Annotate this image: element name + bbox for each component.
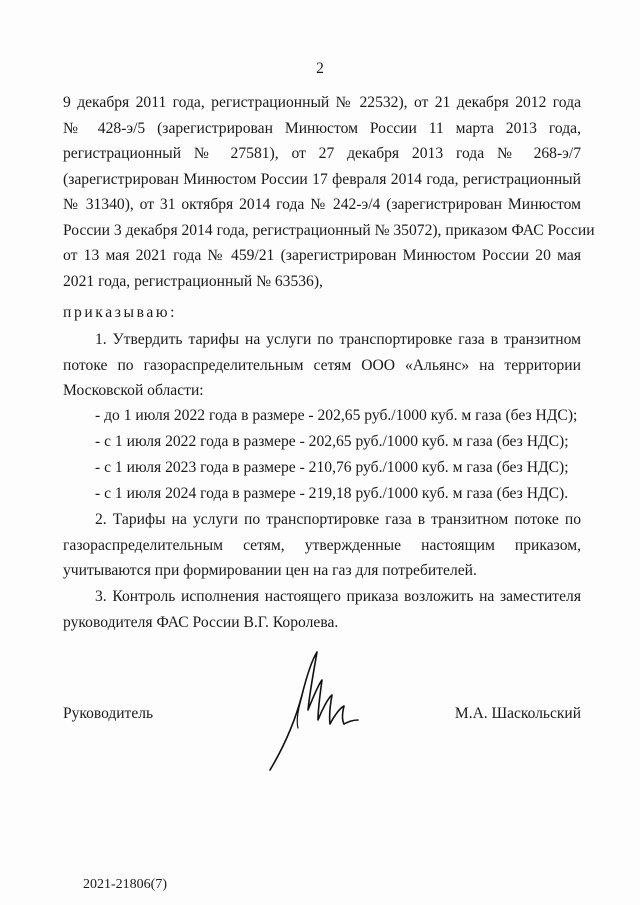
signatory-name: М.А. Шаскольский (454, 705, 581, 722)
text-line: 2021 года, регистрационный № 63536), (63, 272, 323, 290)
text-line: учитываются при формировании цен на газ для потребителей. (63, 562, 477, 579)
clause-2 (63, 507, 581, 584)
text-line: 3. Контроль исполнения настоящего приказа возложить на заместителя (95, 588, 581, 605)
intro-paragraph (63, 90, 595, 294)
text-line: Московской области: (63, 382, 204, 399)
text-line: руководителя ФАС России В.Г. Королева. (63, 613, 339, 631)
text-line: 1. Утвердить тарифы на услуги по транспортировке газа в транзитном (95, 331, 581, 348)
text-line: (зарегистрирован Минюстом России 17 февраля 2014 года, регистрационный (63, 170, 581, 188)
text-line: 2. Тарифы на услуги по транспортировке газа в транзитном потоке по (95, 511, 581, 528)
text-line: регистрационный № 27581), от 27 декабря 2013 года № 268-э/7 (63, 145, 581, 162)
text-line: 9 декабря 2011 года, регистрационный № 22532), от 21 декабря 2012 года (63, 94, 581, 111)
list-item: - с 1 июля 2022 года в размере - 202,65 руб./1000 куб. м газа (без НДС); (95, 433, 569, 450)
tariff-list (63, 403, 581, 507)
list-item: - с 1 июля 2024 года в размере - 219,18 руб./1000 куб. м газа (без НДС). (95, 485, 569, 502)
list-item: - с 1 июля 2023 года в размере - 210,76 руб./1000 куб. м газа (без НДС); (95, 459, 569, 476)
text-line: России 3 декабря 2014 года, регистрационный № 35072), приказом ФАС России (63, 221, 595, 239)
text-line: от 13 мая 2021 года № 459/21 (зарегистрирован Минюстом России 20 мая (63, 247, 581, 264)
text-line: № 31340), от 31 октября 2014 года № 242-э/4 (зарегистрирован Минюстом (63, 196, 581, 213)
order-word: приказываю: (63, 304, 178, 321)
text-line: газораспределительным сетям, утвержденные настоящим приказом, (63, 536, 581, 554)
page-number: 2 (316, 60, 324, 77)
document-number: 2021-21806(7) (83, 877, 167, 892)
text-line: № 428-э/5 (зарегистрирован Минюстом России 11 марта 2013 года, (63, 119, 581, 137)
order-word-block (63, 300, 581, 326)
text-line: потоке по газораспределительным сетям ООО «Альянс» на территории (63, 356, 581, 374)
clause-1 (63, 327, 581, 404)
list-item: - до 1 июля 2022 года в размере - 202,65 руб./1000 куб. м газа (без НДС); (95, 407, 578, 424)
clause-3 (63, 584, 581, 635)
handwritten-signature (262, 640, 362, 775)
signatory-title: Руководитель (63, 705, 154, 722)
